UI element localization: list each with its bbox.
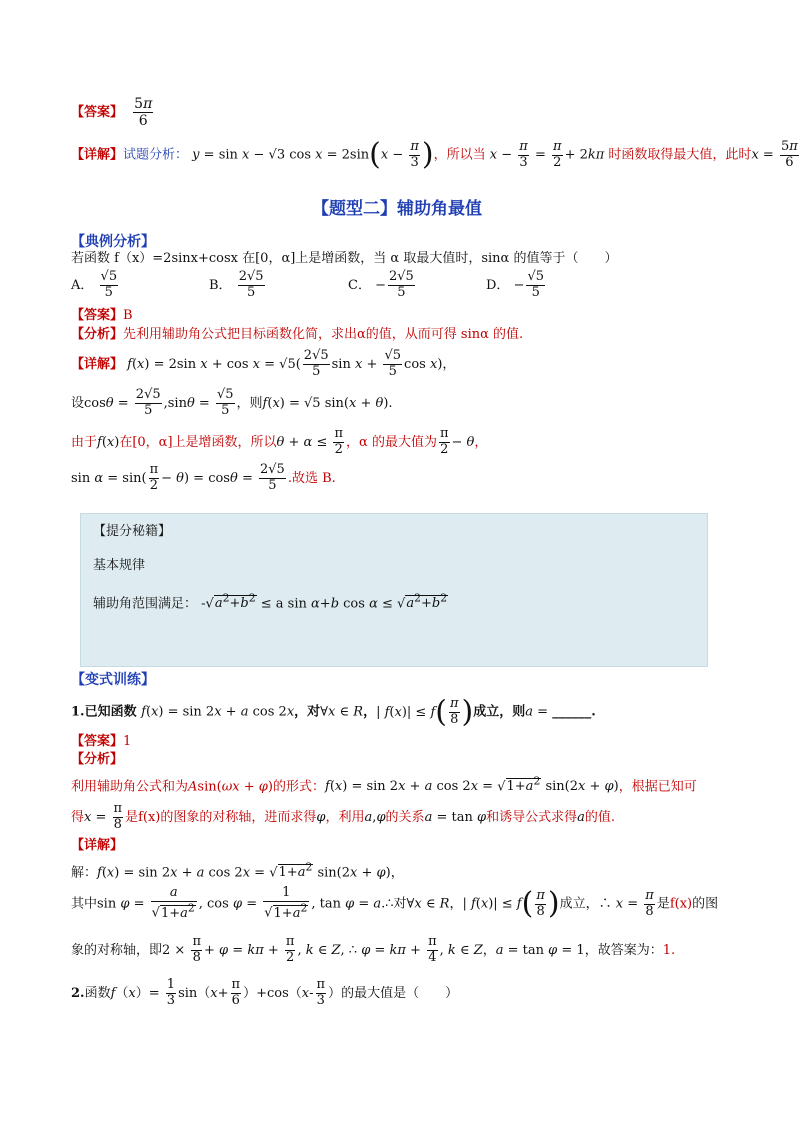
options-row: [71, 270, 571, 306]
question-2: 2.函数f（x）= $\frac{1}{3}$ sin（x+ $\frac{\pi}{6}$ ）+cos（x- $\frac{\pi}{3}$ ）的最大值是（ ）: [71, 977, 459, 1008]
analysis-3-l2d: f(x): [138, 809, 161, 825]
detail-3-label: 【详解】: [71, 838, 124, 853]
section-title: 【题型二】辅助角最值: [312, 199, 482, 219]
tip-range-label: 辅助角范围满足：: [93, 596, 198, 612]
analysis-3-l2m: 的值.: [584, 809, 615, 825]
detail-3-line-2: 其中sin φ = $\frac{a}{√1+a^2}$ , cos φ = $\frac{1}{√1+a^2}$ , tan φ = a.∴对∀x ∈ R，| f(x)| ≤ f( $\frac{\pi}{8}$ )成立，∴ x = $\frac{\pi}{8}$ 是f(x)的图: [71, 885, 719, 921]
analysis-3-l1a: 利用辅助角公式和为: [71, 779, 189, 795]
answer-fraction: $\frac{5\pi}{6}$: [134, 96, 153, 130]
q1-number: 1.: [71, 704, 85, 720]
analysis-3-label: 【分析】: [71, 752, 124, 767]
detail-text-2: ，所以当: [433, 147, 486, 163]
example-head: 【典例分析】: [71, 234, 155, 250]
answer-3-line: [71, 734, 131, 750]
detail-2-choose: .故选 B.: [287, 470, 336, 486]
detail-3-l1a: 解：: [71, 865, 98, 881]
option-a[interactable]: A． $\frac{√5}{5}$: [71, 269, 118, 300]
detail-3-l3f: 1.: [662, 942, 676, 958]
tip-box: [80, 513, 708, 667]
q1-text-g: 成立，则: [473, 704, 526, 720]
analysis-3-l2i: 的关系: [385, 809, 425, 825]
detail-text-3: 时函数取得最大值，此时: [608, 147, 752, 163]
tip-title: 【提分秘籍】: [93, 524, 172, 539]
analysis-3-line-1: 利用辅助角公式和为Asin(ωx + φ)的形式：f(x) = sin 2x + a $\cos 2x = √1+a^2$ sin(2x + φ)，根据已知可: [71, 775, 697, 795]
detail-2-line-1: 【详解】 f(x) = 2sin x + cos x = √5( $\frac{2√5}{5}$ sin x + $\frac{√5}{5}$ cos x)，: [71, 348, 456, 379]
answer-3-value: 1: [123, 734, 132, 749]
question-1: 1.已知函数 f(x) = sin 2x + a cos 2x，对∀x ∈ R，| f(x)| ≤ f( $\frac{\pi}{8}$ )成立，则a = ______.: [71, 694, 596, 729]
option-c-letter: C．: [348, 277, 371, 293]
analysis-3-l2e: 的图象的对称轴，进而求得: [160, 809, 317, 825]
detail-2-since: 由于: [71, 434, 98, 450]
detail-2-line-2: 设cosθ = $\frac{2√5}{5}$ ,sinθ = $\frac{√5}{5}$ ，则f(x) = √5 sin(x + θ).: [71, 387, 393, 418]
analysis-3-l2a: 得: [71, 809, 85, 825]
detail-3-l2i: 的图: [692, 896, 719, 912]
detail-3-line-1: 解：f(x) = sin 2x + a $\cos 2x = √1+a^2$ sin(2x + φ)，: [71, 861, 404, 881]
option-c[interactable]: C． − $\frac{2√5}{5}$: [348, 269, 414, 300]
detail-2-set: 设: [71, 395, 85, 411]
question-stem: [71, 251, 617, 267]
detail-2-line-3: 由于f(x)在[0，α]上是增函数，所以θ + α ≤ $\frac{\pi}{2}$ ，α 的最大值为 $\frac{\pi}{2}$ − θ，: [71, 426, 488, 457]
analysis-3-l1c: 的形式：: [272, 779, 325, 795]
detail-2-max: ，α 的最大值为: [346, 434, 437, 450]
detail-3-l2a: 其中: [71, 896, 98, 912]
analysis-2-label: 【分析】: [71, 327, 124, 342]
analysis-3-l1e: ，根据已知可: [618, 779, 697, 795]
tip-range: 辅助角范围满足： $-√a^2+b^2 \le a$ sin α+b $\cos \alpha \le √a^2+b^2$: [93, 592, 448, 612]
analysis-3-l2k: 和诱导公式求得: [486, 809, 578, 825]
analysis-3-line-2: 得x = $\frac{\pi}{8}$ 是f(x)的图象的对称轴，进而求得φ，利用a,φ的关系a = tan φ和诱导公式求得a的值.: [71, 801, 615, 832]
analysis-2-text: 先利用辅助角公式把目标函数化简，求出α的值，从而可得 sinα 的值.: [123, 327, 524, 342]
detail-3-l2g: 是: [656, 896, 670, 912]
detail-3-l3e: ，故答案为：: [584, 942, 663, 958]
answer-label: 【答案】: [71, 105, 124, 121]
detail-2-then: ，则: [236, 395, 263, 411]
answer-3-label: 【答案】: [71, 734, 124, 749]
q2-text-b: 的最大值是（ ）: [341, 985, 459, 1001]
detail-3-line-3: 象的对称轴，即2 × $\frac{\pi}{8}$ + φ = kπ + $\frac{\pi}{2}$ , k ∈ Z, ∴ φ = kπ + $\frac{\pi}{4}$ , k ∈ Z，a = tan φ = 1，故答案为：1.: [71, 934, 676, 965]
option-b-letter: B．: [209, 277, 232, 293]
answer-1-line: [71, 96, 155, 129]
detail-3-l2h: f(x): [669, 896, 693, 912]
detail-text: 试题分析：: [123, 147, 189, 163]
option-d[interactable]: D． − $\frac{√5}{5}$: [486, 269, 545, 300]
detail-2-line-4: sin α = sin( $\frac{\pi}{2}$ − θ) = cosθ = $\frac{2√5}{5}$ .故选 B.: [71, 462, 336, 493]
analysis-3-l2g: ，利用: [325, 809, 365, 825]
option-b[interactable]: B． $\frac{2√5}{5}$: [209, 269, 264, 300]
formula-y: y: [192, 147, 200, 163]
analysis-2-line: [71, 327, 523, 343]
answer-2-line: [71, 308, 133, 324]
practice-head: 【变式训练】: [71, 672, 155, 688]
q2-text-a: 函数: [84, 985, 111, 1001]
detail-3-l2e: 成立，: [559, 896, 599, 912]
detail-2-increasing: 在[0，α]上是增函数，所以: [119, 434, 277, 450]
option-d-letter: D．: [486, 277, 510, 293]
tip-rule: 基本规律: [93, 558, 146, 573]
detail-3-head: [71, 838, 123, 854]
detail-label: 【详解】: [71, 147, 124, 163]
detail-1-line: 【详解】试题分析： y = sin x − √3 cos x = 2sin(x − $\frac{\pi}{3}$ )，所以当 x − $\frac{\pi}{3}$ = $\frac{\pi}{2}$ + 2kπ 时函数取得最大值，此时x = $\frac{5\pi}{6}$: [71, 137, 798, 172]
analysis-3-head: [71, 752, 123, 768]
q2-number: 2.: [71, 985, 85, 1001]
q1-text-a: 已知函数: [84, 704, 137, 720]
analysis-3-l2c: 是: [125, 809, 139, 825]
answer-2-value: B: [123, 308, 133, 323]
question-stem-text: 若函数 f（x）=2sinx+cosx 在[0，α]上是增函数，当 α 取最大值时，sinα 的值等于（ ）: [71, 251, 618, 266]
option-a-letter: A．: [71, 277, 94, 293]
detail-2-label: 【详解】: [71, 356, 124, 372]
answer-2-label: 【答案】: [71, 308, 124, 323]
detail-3-l3a: 象的对称轴，即: [71, 942, 163, 958]
